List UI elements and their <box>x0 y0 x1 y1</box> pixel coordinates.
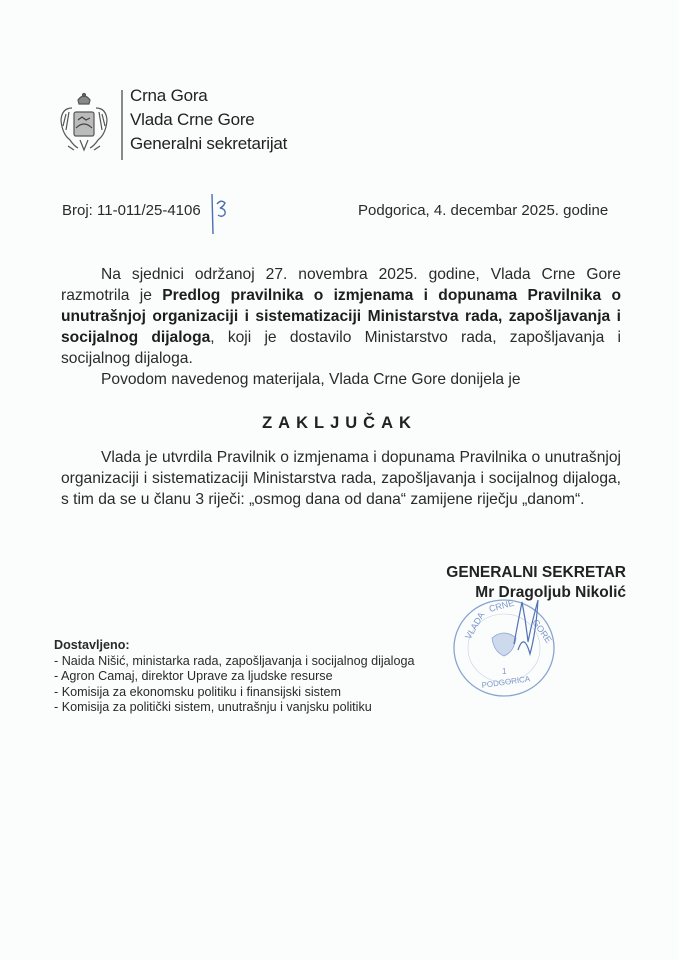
decision-paragraph: Povodom navedenog materijala, Vlada Crne Gore donijela je <box>101 371 521 388</box>
distribution-item: - Agron Camaj, direktor Uprave za ljudske resurse <box>54 669 333 684</box>
distribution-heading: Dostavljeno: <box>54 638 130 652</box>
distribution-item: - Komisija za ekonomsku politiku i finansijski sistem <box>54 684 341 699</box>
intro-paragraph <box>61 264 621 369</box>
coat-of-arms-icon <box>58 90 110 156</box>
svg-text:1: 1 <box>502 667 507 676</box>
official-stamp-icon <box>448 592 560 700</box>
reference-number: Broj: 11-011/25-4106 <box>62 202 201 219</box>
svg-text:CRNE: CRNE <box>487 597 516 614</box>
conclusion-title: ZAKLJUČAK <box>262 414 417 432</box>
letterhead-divider <box>121 90 123 160</box>
distribution-item: - Komisija za politički sistem, unutrašnju i vanjsku politiku <box>54 700 372 715</box>
signatory-title: GENERALNI SEKRETAR <box>446 564 626 581</box>
distribution-list <box>54 638 415 716</box>
svg-text:GORE: GORE <box>530 617 554 645</box>
place-and-date: Podgorica, 4. decembar 2025. godine <box>358 202 609 219</box>
intro-text-start: Na sjednici održanoj 27. novembra 2025. godine, Vlada Crne Gore razmotrila je <box>61 266 621 304</box>
signatory-name: Mr Dragoljub Nikolić <box>475 584 626 601</box>
intro-section <box>61 264 621 390</box>
government-name: Vlada Crne Gore <box>130 110 255 129</box>
organization-block <box>130 84 287 156</box>
svg-text:PODGORICA: PODGORICA <box>481 674 531 690</box>
svg-text:VLADA: VLADA <box>463 610 487 641</box>
conclusion-section <box>61 447 621 510</box>
country-name: Crna Gora <box>130 86 208 105</box>
intro-text-end: , koji je dostavilo Ministarstvo rada, zapošljavanja i socijalnog dijaloga. <box>61 329 621 367</box>
distribution-item: - Naida Nišić, ministarka rada, zapošljavanja i socijalnog dijaloga <box>54 653 415 668</box>
intro-text-bold: Predlog pravilnika o izmjenama i dopunama Pravilnika o unutrašnjoj organizaciji i sistematizaciji Ministarstva rada, zapošljavanja i socijalnog dijaloga <box>61 287 621 346</box>
conclusion-paragraph: Vlada je utvrdila Pravilnik o izmjenama i dopunama Pravilnika o unutrašnjoj organizaciji i sistematizaciji Ministarstva rada, zapošljavanja i socijalnog dijaloga, s tim da se u članu 3 riječi: „osmog dana od dana“ zamijene riječju „danom“. <box>61 449 621 508</box>
handwritten-mark-icon <box>208 192 234 236</box>
secretariat-name: Generalni sekretarijat <box>130 134 288 153</box>
